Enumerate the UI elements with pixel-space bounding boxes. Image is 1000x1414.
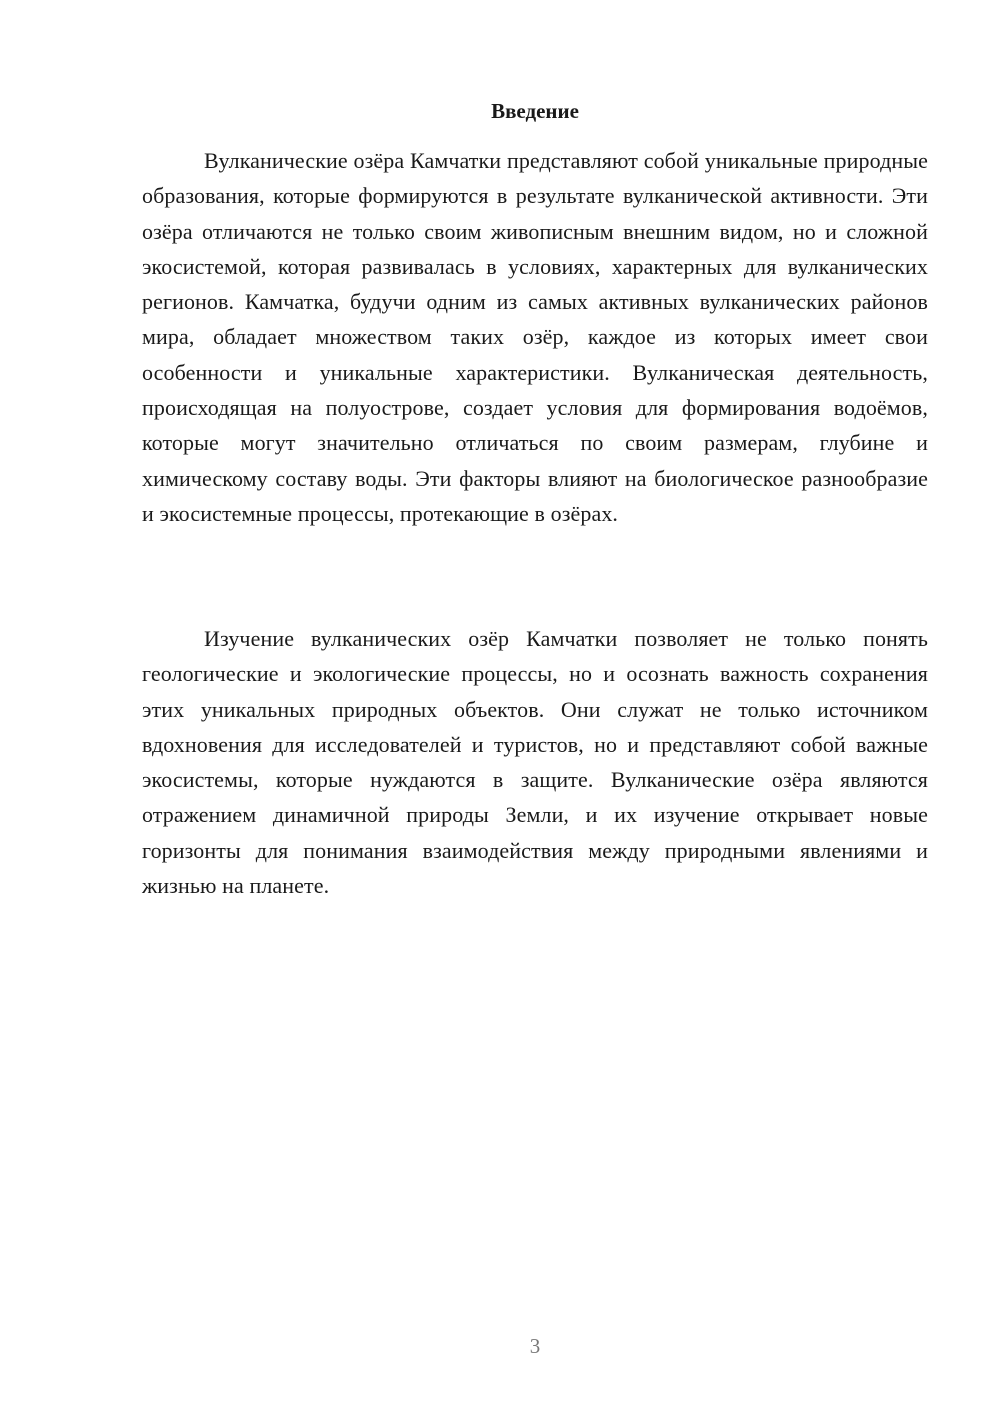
section-heading: Введение xyxy=(491,99,579,123)
paragraph-1: Вулканические озёра Камчатки представляют собой уникальные природные образования, которые формируются в результате вулканической активности. Эти озёра отличаются не только своим живописным внешним видом, но и сложной экосистемой, которая развивалась в условиях, характерных для вулканических регионов. Камчатка, будучи одним из самых активных вулканических районов мира, обладает множеством таких озёр, каждое из которых имеет свои особенности и уникальные характеристики. Вулканическая деятельность, происходящая на полуострове, создает условия для формирования водоёмов, которые могут значительно отличаться по своим размерам, глубине и химическому составу воды. Эти факторы влияют на биологическое разнообразие и экосистемные процессы, протекающие в озёрах. xyxy=(142,148,928,526)
paragraph-2: Изучение вулканических озёр Камчатки позволяет не только понять геологические и экологические процессы, но и осознать важность сохранения этих уникальных природных объектов. Они служат не только источником вдохновения для исследователей и туристов, но и представляют собой важные экосистемы, которые нуждаются в защите. Вулканические озёра являются отражением динамичной природы Земли, и их изучение открывает новые горизонты для понимания взаимодействия между природными явлениями и жизнью на планете. xyxy=(142,626,928,899)
page-number: 3 xyxy=(529,1334,541,1358)
